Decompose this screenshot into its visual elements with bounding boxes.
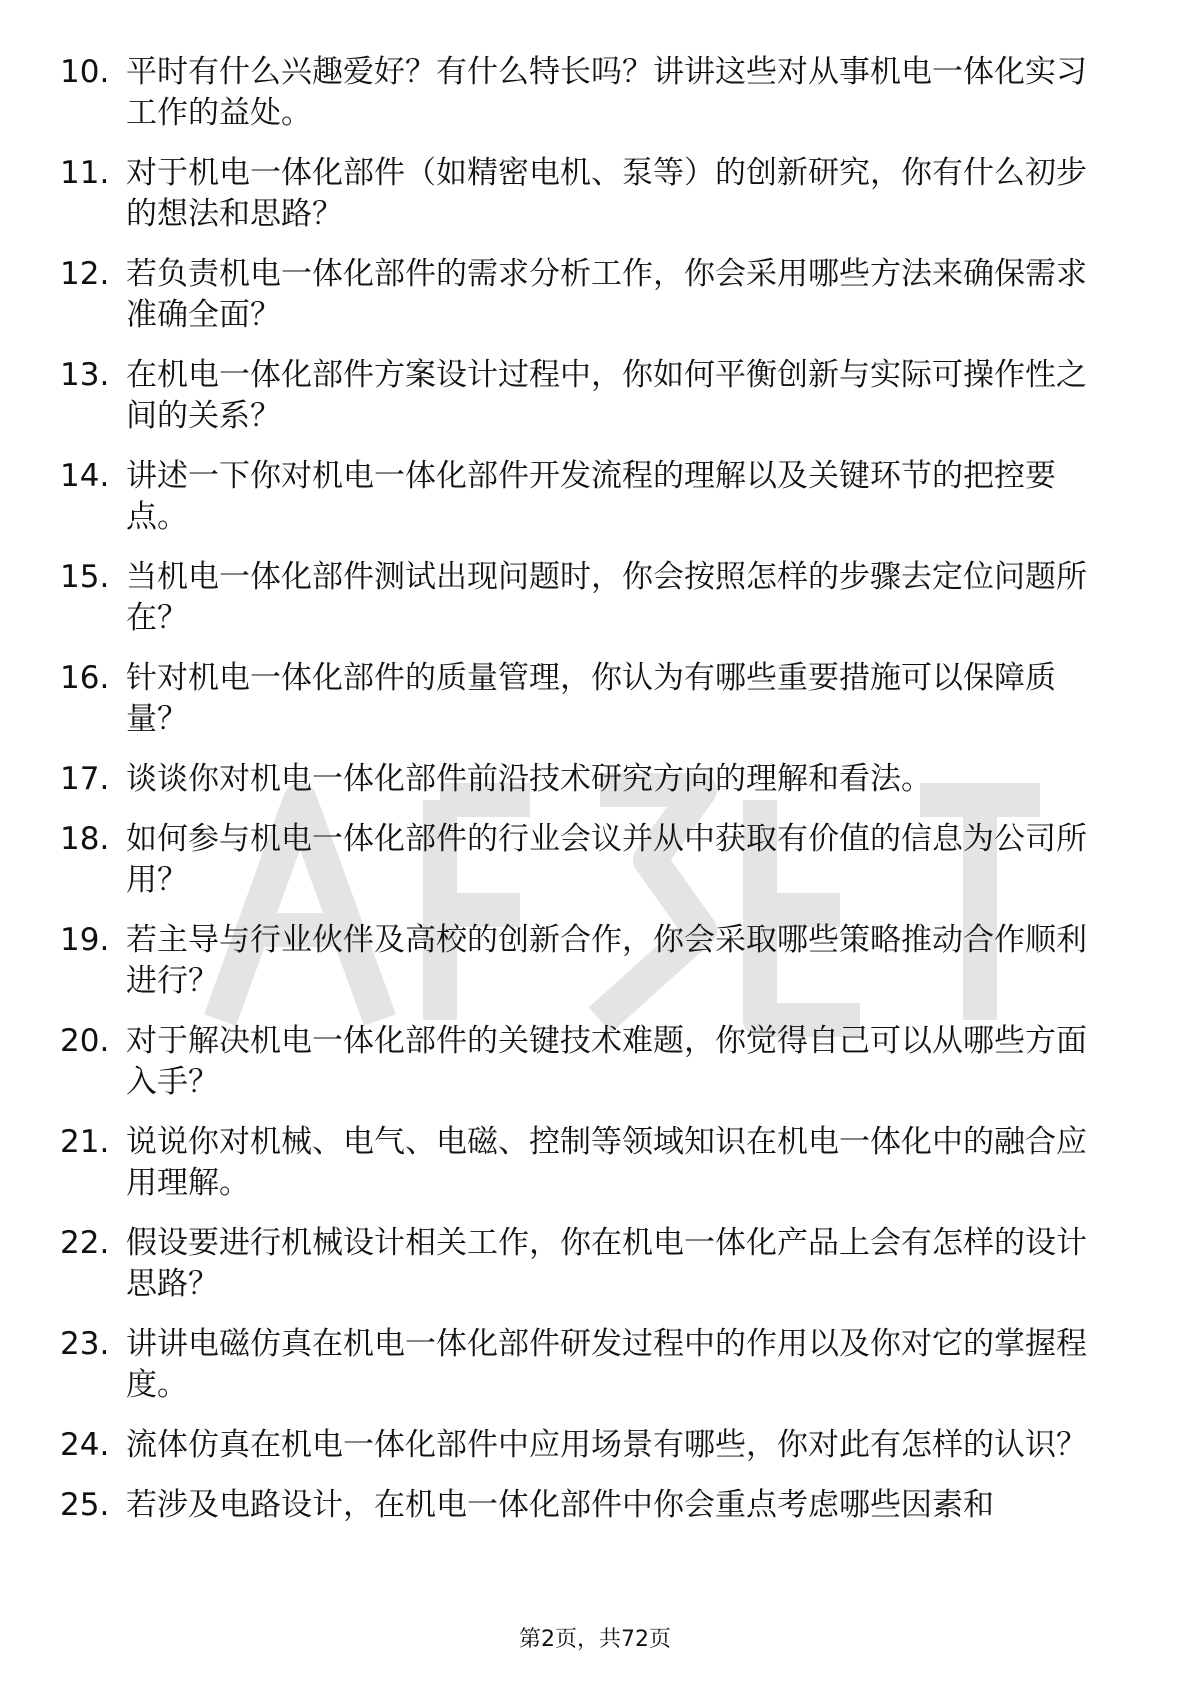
question-number: 22.: [60, 1225, 110, 1261]
question-item: [60, 1324, 1110, 1406]
question-text: 若负责机电一体化部件的需求分析工作，你会采用哪些方法来确保需求准确全面？: [126, 256, 1087, 333]
question-number: 13.: [60, 357, 110, 393]
question-text: 平时有什么兴趣爱好？有什么特长吗？讲讲这些对从事机电一体化实习工作的益处。: [126, 54, 1087, 131]
question-text: 流体仿真在机电一体化部件中应用场景有哪些，你对此有怎样的认识？: [126, 1427, 1087, 1463]
question-text: 讲讲电磁仿真在机电一体化部件研发过程中的作用以及你对它的掌握程度。: [126, 1326, 1087, 1403]
question-text: 针对机电一体化部件的质量管理，你认为有哪些重要措施可以保障质量？: [126, 660, 1056, 737]
question-number: 14.: [60, 458, 110, 494]
question-item: [60, 819, 1110, 901]
question-number: 17.: [60, 761, 110, 797]
question-text: 对于机电一体化部件（如精密电机、泵等）的创新研究，你有什么初步的想法和思路？: [126, 155, 1087, 232]
question-item: [60, 1021, 1110, 1103]
question-item: [60, 759, 1110, 800]
question-number: 12.: [60, 256, 110, 292]
question-text: 讲述一下你对机电一体化部件开发流程的理解以及关键环节的把控要点。: [126, 458, 1056, 535]
question-number: 24.: [60, 1427, 110, 1463]
question-item: [60, 456, 1110, 538]
question-text: 当机电一体化部件测试出现问题时，你会按照怎样的步骤去定位问题所在？: [126, 559, 1087, 636]
question-item: [60, 1485, 1110, 1526]
question-item: [60, 1122, 1110, 1204]
question-text: 假设要进行机械设计相关工作，你在机电一体化产品上会有怎样的设计思路？: [126, 1225, 1087, 1302]
question-item: [60, 557, 1110, 639]
question-number: 20.: [60, 1023, 110, 1059]
question-item: [60, 52, 1110, 134]
question-text: 若主导与行业伙伴及高校的创新合作，你会采取哪些策略推动合作顺利进行？: [126, 922, 1087, 999]
page-footer: 第2页，共72页: [519, 1627, 671, 1652]
question-item: [60, 1425, 1110, 1466]
question-text: 说说你对机械、电气、电磁、控制等领域知识在机电一体化中的融合应用理解。: [126, 1124, 1087, 1201]
question-text: 如何参与机电一体化部件的行业会议并从中获取有价值的信息为公司所用？: [126, 821, 1087, 898]
question-list: [60, 52, 1110, 1545]
question-item: [60, 658, 1110, 740]
question-item: [60, 920, 1110, 1002]
question-number: 21.: [60, 1124, 110, 1160]
question-item: [60, 153, 1110, 235]
question-number: 11.: [60, 155, 110, 191]
question-item: [60, 355, 1110, 437]
question-text: 对于解决机电一体化部件的关键技术难题，你觉得自己可以从哪些方面入手？: [126, 1023, 1087, 1100]
question-number: 15.: [60, 559, 110, 595]
question-item: [60, 1223, 1110, 1305]
question-number: 23.: [60, 1326, 110, 1362]
question-number: 25.: [60, 1487, 110, 1523]
question-text: 谈谈你对机电一体化部件前沿技术研究方向的理解和看法。: [126, 761, 932, 797]
question-text: 若涉及电路设计，在机电一体化部件中你会重点考虑哪些因素和: [126, 1487, 994, 1523]
question-number: 18.: [60, 821, 110, 857]
question-text: 在机电一体化部件方案设计过程中，你如何平衡创新与实际可操作性之间的关系？: [126, 357, 1087, 434]
question-item: [60, 254, 1110, 336]
question-number: 19.: [60, 922, 110, 958]
question-number: 10.: [60, 54, 110, 90]
question-number: 16.: [60, 660, 110, 696]
